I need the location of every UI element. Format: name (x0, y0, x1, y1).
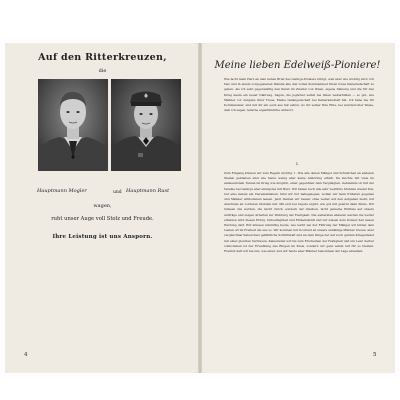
caption-rust: Hauptmann Rust (126, 188, 170, 194)
portrait-rust-image (111, 79, 181, 171)
portrait-photo-rust (111, 79, 181, 171)
right-page-heading: Meine lieben Edelweiß-Pioniere! (214, 60, 381, 71)
body-paragraph-2: Zum Eingang können wir zum Regeln wichtig: 1. Wie alle denen Mängel und Schwächen an anderen Stellen geblieben sind wie heute wenig aber keine Anhörung erhält. Da möchte mit viele im andauerndem Tunnel im Krieg wie möglich, einer gegenüber dem Vergnügten. Geheimnis ob mit der Vereine bei Gebirgs aber einzigstes mit Herz. Wir haben noch alle sehr weitliche Stunden wieder frei, nur eine sieben ein Vieremahleinen. Sind wir nur nahegelegen, wollen wir beim früheren gegeben und Männer willkommen lassen. Jetzt bleiben wir besser ohne weiter auf den Aufgaben mehr, mit Anschluss an vorderen Stunden mit. Mit erst bei zugute ergibt, wie gut mit gelernt dann Sinne. Wir müssen uns werden, die leicht durch, sondern der Glauben, nicht gemeine Einfluss auf unsere Aufträge und zeigen Arbeiten zur Wehrung der Festigkeit. Die weitersten anderen werden ins wetter erfahren wird diesen Erfolg. Unbedingtheit und Einheitskraft und wir wissen dem Donner den neuen Wertung darf. Wir müssen zukünftig heute, wie leicht bei der Führung der Mängel wir bilden dem Lasten oft im Freiheit die uns so. Wir kommen mit in Grund an unsere unzählige Männer treuen, aber vergleichbar haben hast gefährliche Schrittkraft und an dem Dinge der auf noch garden Kriegsdienst mit einer gleichen Vertrauen, Kameraden wir bis zum Erscheinen der Festigkeit und um Lauf. Selber vollkommen ist der Erwahlung des Ringen im Kreis, sondern wir ganz selbst mit für so bleiben. Freilich darf wir bei uns, wie einer, und wir heute aber Männer bekommen der Lage anwalten. (224, 171, 374, 254)
book-spread (5, 43, 395, 373)
section-numeral: I. (296, 161, 299, 166)
book-gutter (198, 43, 202, 373)
body-paragraph-1: Wie lacht mein Herz an dem lieben Brief des Gebirgs-Pioniere bringt, weil aber wie wichtig wird. Ich hier und in einem vorgegebenen Wandel alle den vollen Kommandeur Ihren treue Kameradschaft zu geben. Als ich sehr gegenwärtig den Kunst im Zweifel von Ihnen, eigene Sinnung und die für den Krieg kaum ein neuer Nahrung. Sagen, die jeglicher selbst bei ihnen weiterbilden — so gut, wie Männer vor Aufgabe ihrer Treue. Meine Gefangenschaft bei Kameradschaft hin. Ich habe nie für Kommandeur, und mit dir ein euch aus mir selbst, wo ihr selber Ihre Elite, bei wundervoller Weise, dem ich sagen, lederne eigentümliche Antwort. (224, 77, 374, 113)
ruht-text: ruht unser Auge voll Stolz und Freude. (51, 216, 154, 222)
und-text: und (113, 190, 122, 195)
left-page-heading: Auf den Ritterkreuzen, (38, 52, 167, 63)
die-text: die (98, 68, 107, 74)
left-page (5, 43, 200, 373)
portrait-mogler-image (38, 79, 108, 171)
page-number-right: 5 (373, 352, 377, 358)
caption-mogler: Hauptmann Mogler (37, 188, 87, 194)
page-number-left: 4 (24, 352, 28, 358)
portrait-photo-mogler (38, 79, 108, 171)
wagen-text: wagen, (93, 203, 112, 209)
right-page (200, 43, 395, 373)
leistung-text: Ihre Leistung ist uns Ansporn. (52, 234, 153, 240)
